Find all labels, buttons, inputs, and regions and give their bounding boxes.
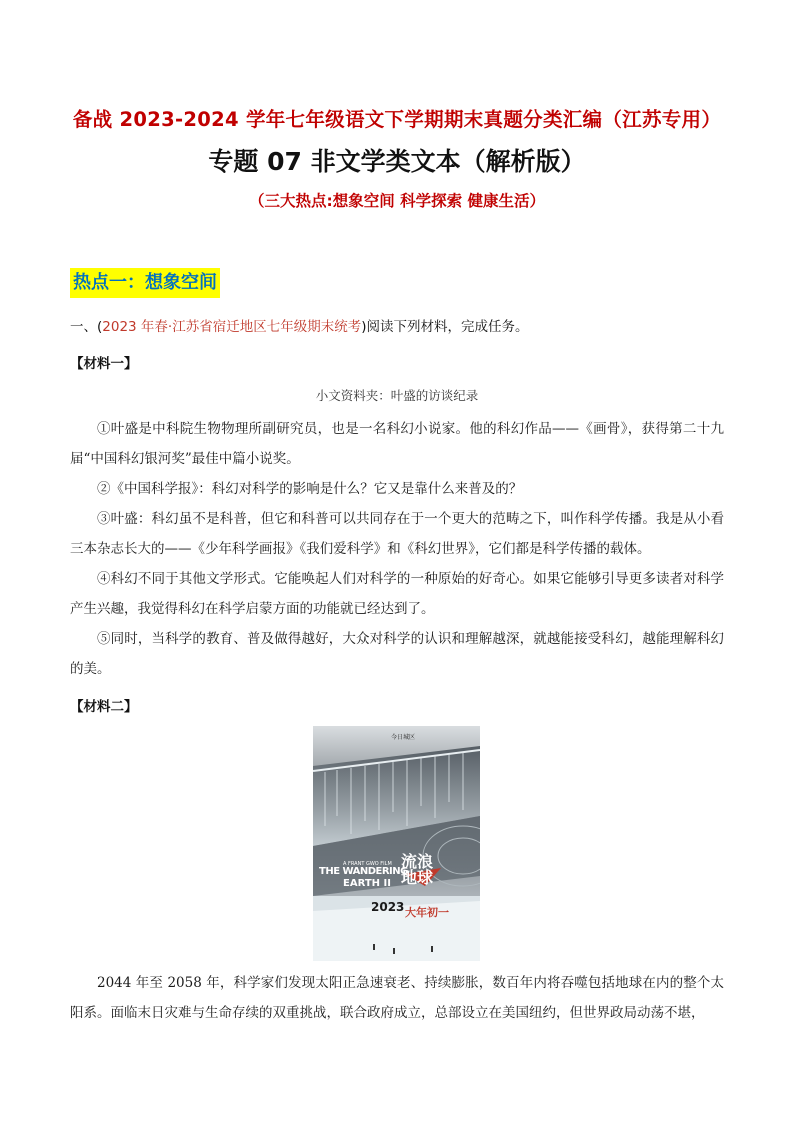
poster-year: 2023 xyxy=(371,900,405,914)
material-two-paragraph: 2044 年至 2058 年，科学家们发现太阳正急速衰老、持续膨胀，数百年内将吞噬包括地球在内的整个太阳系。面临末日灾难与生命存续的双重挑战，联合政府成立，总部设立在美国纽约，但世界政局动荡不堪， xyxy=(70,975,724,1021)
question-prefix: 一、( xyxy=(70,319,103,335)
hotspot-heading: 热点一：想象空间 xyxy=(70,268,220,298)
material-one-paragraph-4: ④科幻不同于其他文学形式。它能唤起人们对科学的一种原始的好奇心。如果它能够引导更多读者对科学产生兴趣，我觉得科幻在科学启蒙方面的功能就已经达到了。 xyxy=(70,571,724,617)
material-one-paragraph-5: ⑤同时，当科学的教育、普及做得越好，大众对科学的认识和理解越深，就越能接受科幻，越能理解科幻的美。 xyxy=(70,631,724,677)
material-one-paragraph-1: ①叶盛是中科院生物物理所副研究员，也是一名科幻小说家。他的科幻作品——《画骨》，获得第二十九届“中国科幻银河奖”最佳中篇小说奖。 xyxy=(70,421,724,467)
hotspots-subtitle: （三大热点:想象空间 科学探索 健康生活） xyxy=(249,192,545,210)
poster-artwork xyxy=(313,726,480,961)
movie-poster-image xyxy=(313,726,480,961)
material-one-paragraph-3: ③叶盛：科幻虽不是科普，但它和科普可以共同存在于一个更大的范畴之下，叫作科学传播。我是从小看三本杂志长大的——《少年科学画报》《我们爱科学》和《科幻世界》，它们都是科学传播的载体。 xyxy=(70,511,724,557)
material-one-label: 【材料一】 xyxy=(70,356,138,372)
topic-title: 专题 07 非文学类文本（解析版） xyxy=(208,147,586,176)
question-intro xyxy=(70,315,529,335)
poster-film-title-en-1: THE WANDERING xyxy=(319,866,408,877)
document-title: 备战 2023-2024 学年七年级语文下学期期末真题分类汇编（江苏专用） xyxy=(72,108,722,131)
material-one-subhead: 小文资料夹：叶盛的访谈纪录 xyxy=(315,388,479,403)
question-suffix: )阅读下列材料，完成任务。 xyxy=(361,319,529,335)
poster-film-title-en-2: EARTH II xyxy=(343,878,391,889)
poster-release-date: 大年初一 xyxy=(405,906,449,919)
poster-top-label: 今日城区 xyxy=(391,734,416,741)
question-source: 2023 年春·江苏省宿迁地区七年级期末统考 xyxy=(102,319,362,335)
poster-film-title-cn: 流浪地球 xyxy=(401,852,434,887)
poster-small-caption: A FRANT GWO FILM xyxy=(343,861,392,867)
material-one-paragraph-2: ②《中国科学报》：科幻对科学的影响是什么？它又是靠什么来普及的？ xyxy=(97,481,523,497)
material-two-label: 【材料二】 xyxy=(70,699,138,715)
